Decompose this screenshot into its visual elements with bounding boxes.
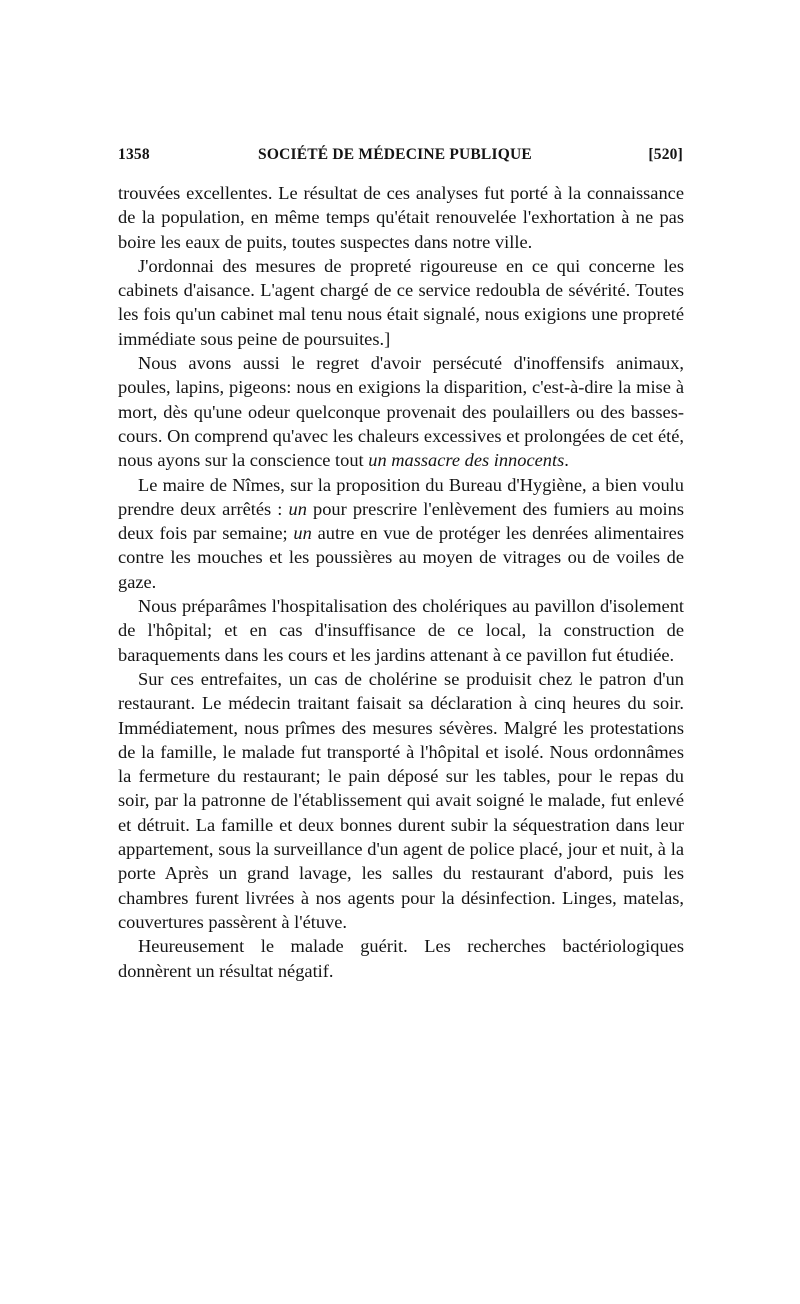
paragraph-arretes-part-1: Le maire de Nîmes, sur la proposition du Bureau d'Hygiène, a bien voulu prendre deux arrêtés : (118, 474, 684, 519)
original-page-number: [520] (648, 146, 683, 163)
emphasis-un-1: un (288, 498, 307, 519)
page-number: 1358 (118, 146, 150, 163)
running-title: SOCIÉTÉ DE MÉDECINE PUBLIQUE (258, 146, 532, 163)
paragraph-hospitalisation: Nous préparâmes l'hospitalisation des cholériques au pavillon d'isolement de l'hôpital; et en cas d'insuffisance de ce local, la construction de baraquements dans les cours et les jardins attenant à ce pavillon fut étudiée. (118, 596, 684, 665)
running-head (118, 146, 683, 170)
paragraph-animaux-text: Nous avons aussi le regret d'avoir persécuté d'inoffensifs animaux, poules, lapins, pigeons: nous en exigions la disparition, c'est-à-dire la mise à mort, dès qu'une odeur quelconque provenait des poulaillers ou des basses-cours. On comprend qu'avec les chaleurs excessives et prolongées de cet été, nous ayons sur la conscience tout (118, 353, 684, 471)
emphasis-massacre: un massacre des innocents (368, 450, 565, 471)
paragraph-continued: trouvées excellentes. Le résultat de ces analyses fut porté à la connaissance de la population, en même temps qu'était renouvelée l'exhortation à ne pas boire les eaux de puits, toutes suspectes dans notre ville. (118, 183, 684, 252)
body-text (118, 181, 684, 983)
paragraph-guerison: Heureusement le malade guérit. Les recherches bactériologiques donnèrent un résultat négatif. (118, 936, 684, 981)
paragraph-cabinets: J'ordonnai des mesures de propreté rigoureuse en ce qui concerne les cabinets d'aisance. L'agent chargé de ce service redoubla de sévérité. Toutes les fois qu'un cabinet mal tenu nous était signalé, nous exigions une propreté immédiate sous peine de poursuites.] (118, 255, 684, 349)
emphasis-un-2: un (293, 523, 312, 544)
paragraph-cholerine: Sur ces entrefaites, un cas de cholérine se produisit chez le patron d'un restaurant. Le médecin traitant faisait sa déclaration à cinq heures du soir. Immédiatement, nous prîmes des mesures sévères. Malgré les protestations de la famille, le malade fut transporté à l'hôpital et isolé. Nous ordonnâmes la fermeture du restaurant; le pain déposé sur les tables, pour le repas du soir, par la patronne de l'établissement qui avait soigné le malade, fut enlevé et détruit. La famille et deux bonnes durent subir la séquestration dans leur appartement, sous la surveillance d'un agent de police placé, jour et nuit, à la porte Après un grand lavage, les salles du restaurant d'abord, puis les chambres furent livrées à nos agents pour la désinfection. Linges, matelas, couvertures passèrent à l'étuve. (118, 668, 684, 932)
paragraph-animaux (118, 351, 684, 472)
paragraph-arretes-part-3: autre en vue de protéger les denrées alimentaires contre les mouches et les poussières au moyen de vitrages ou de voiles de gaze. (118, 523, 684, 592)
paragraph-arretes (118, 473, 684, 594)
paragraph-arretes-part-2: pour prescrire l'enlèvement des fumiers au moins deux fois par semaine; (118, 498, 684, 544)
paragraph-animaux-end: . (564, 450, 569, 471)
